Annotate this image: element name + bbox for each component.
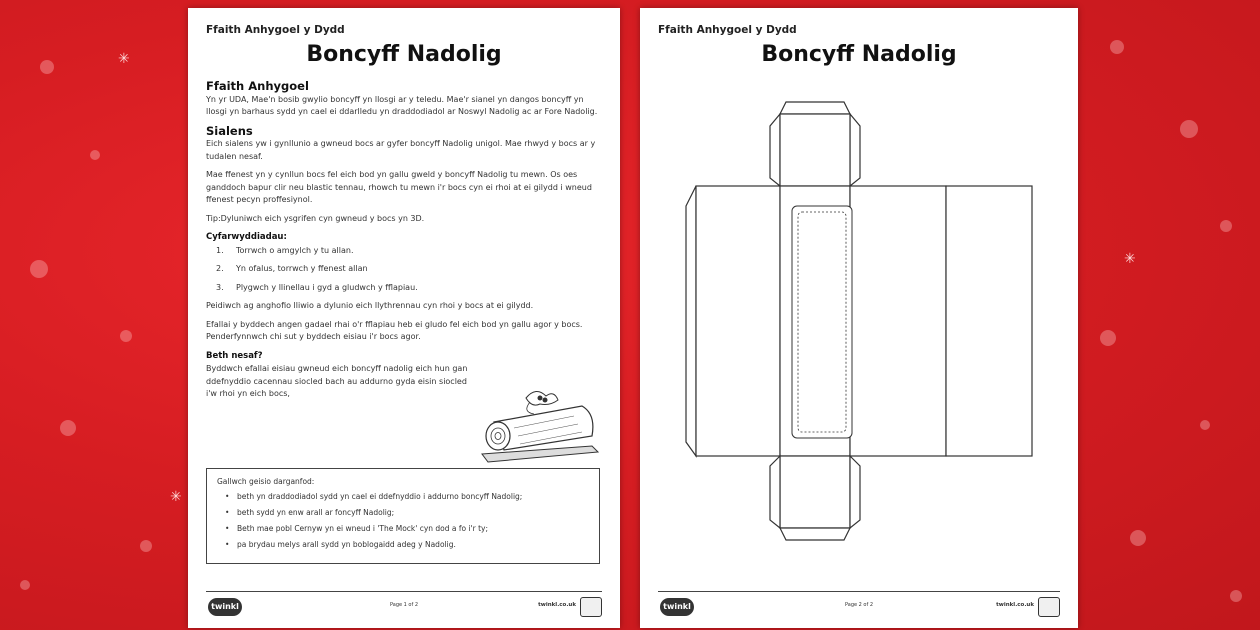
instruction-steps (206, 245, 602, 295)
bokeh-dot (1180, 120, 1198, 138)
research-box (206, 468, 600, 564)
window-outer (792, 206, 852, 438)
yule-log-illustration (474, 384, 604, 466)
page-header: Ffaith Anhygoel y Dydd (206, 24, 345, 36)
site-link[interactable]: twinkl.co.uk (538, 602, 576, 608)
page-content (206, 80, 602, 407)
research-box-title: Gallwch geisio darganfod: (217, 477, 315, 486)
list-item-text: Beth mae pobl Cernyw yn ei wneud i 'The Mock' cyn dod a fo i'r ty; (237, 524, 489, 533)
next-text: Byddwch efallai eisiau gwneud eich boncyff nadolig eich hun gan ddefnyddio cacennau siocled bach au addurno gyda eisin siocled i'w rhoi yn eich bocs, (206, 364, 468, 398)
challenge-paragraph-1: Eich sialens yw i gynllunio a gwneud bocs ar gyfer boncyff Nadolig unigol. Mae rhwyd y bocs ar y tudalen nesaf. (206, 139, 596, 161)
step-item (206, 282, 602, 295)
bokeh-dot (60, 420, 76, 436)
box-net-template (640, 88, 1078, 568)
sparkle-icon: ✳ (170, 489, 182, 505)
bullet: • (225, 492, 230, 501)
page-footer (658, 591, 1060, 620)
bottom-face (780, 456, 850, 528)
list-item-text: beth yn draddodiadol sydd yn cael ei ddefnyddio i addurno boncyff Nadolig; (237, 492, 523, 501)
bokeh-dot (40, 60, 54, 74)
top-face (780, 114, 850, 186)
page-title: Boncyff Nadolig (761, 42, 957, 67)
page-number: Page 2 of 2 (844, 602, 874, 608)
bokeh-dot (1230, 590, 1242, 602)
back-panel (946, 186, 1032, 456)
side-panel-right (850, 186, 946, 456)
challenge-heading: Sialens (206, 123, 253, 138)
bullet: • (225, 540, 230, 549)
bokeh-dot (1110, 40, 1124, 54)
step-number: 2. (216, 264, 224, 273)
note-text-2: Efallai y byddech angen gadael rhai o'r fflapiau heb ei gludo fel eich bod yn gallu agor y bocs. Penderfynnwch chi sut y byddech eisiau i'r bocs agor. (206, 319, 583, 341)
bokeh-dot (140, 540, 152, 552)
list-item (217, 540, 589, 549)
page-number: Page 1 of 2 (389, 602, 419, 608)
page-footer (206, 591, 602, 620)
twinkl-logo: twinkl (208, 598, 242, 616)
page-header: Ffaith Anhygoel y Dydd (658, 24, 797, 36)
step-item (206, 245, 602, 258)
bottom-side-flap-right (850, 456, 860, 528)
glue-flap-left (686, 186, 696, 456)
step-number: 3. (216, 282, 224, 292)
step-text: Plygwch y llinellau i gyd a gludwch y fflapiau. (236, 282, 418, 292)
bottom-side-flap-left (770, 456, 780, 528)
next-heading: Beth nesaf? (206, 350, 263, 361)
top-tab (780, 102, 850, 114)
bokeh-dot (1130, 530, 1146, 546)
list-item (217, 508, 589, 517)
bokeh-dot (30, 260, 48, 278)
bokeh-dot (120, 330, 132, 342)
bullet: • (225, 508, 230, 517)
page-title: Boncyff Nadolig (306, 42, 502, 67)
step-number: 1. (216, 245, 224, 255)
site-link[interactable]: twinkl.co.uk (996, 602, 1034, 608)
sparkle-icon: ✳ (118, 51, 130, 67)
bokeh-dot (1100, 330, 1116, 346)
sparkle-icon: ✳ (1124, 251, 1136, 267)
top-side-flap-right (850, 114, 860, 186)
step-text: Yn ofalus, torrwch y ffenest allan (236, 264, 368, 273)
bokeh-dot (20, 580, 30, 590)
step-item (206, 263, 602, 276)
bullet: • (225, 524, 230, 533)
worksheet-page-2 (640, 8, 1078, 628)
instructions-heading: Cyfarwyddiadau: (206, 232, 287, 242)
bokeh-dot (1200, 420, 1210, 430)
worksheet-page-1 (188, 8, 620, 628)
research-list (217, 492, 589, 549)
list-item-text: pa brydau melys arall sydd yn boblogaidd adeg y Nadolig. (237, 540, 456, 549)
fact-text: Yn yr UDA, Mae'n bosib gwylio boncyff yn llosgi ar y teledu. Mae'r sianel yn dangos boncyff yn llosgi yn barhaus sydd yn cael ei ddarlledu yn draddodiadol ar Noswyl Nadolig ac ar Fore Nadolig. (206, 94, 598, 116)
tip-text: Tip:Dyluniwch eich ysgrifen cyn gwneud y bocs yn 3D. (206, 213, 425, 223)
step-text: Torrwch o amgylch y tu allan. (236, 245, 354, 255)
fact-heading: Ffaith Anhygoel (206, 79, 309, 93)
badge-icon (1038, 597, 1060, 617)
bokeh-dot (90, 150, 100, 160)
list-item (217, 524, 589, 533)
challenge-paragraph-2: Mae ffenest yn y cynllun bocs fel eich bod yn gallu gweld y boncyff Nadolig tu mewn. Os oes ganddoch bapur clir neu blastic tennau, rhowch tu mewn i'r bocs cyn ei rhoi at ei gilydd i wneud ffenest pecyn proffesiynol. (206, 170, 592, 204)
bottom-tab (780, 528, 850, 540)
twinkl-logo: twinkl (660, 598, 694, 616)
list-item (217, 492, 589, 501)
bokeh-dot (1220, 220, 1232, 232)
list-item-text: beth sydd yn enw arall ar foncyff Nadolig; (237, 508, 395, 517)
note-text-1: Peidiwch ag anghofio lliwio a dylunio eich llythrennau cyn rhoi y bocs at ei gilydd. (206, 301, 534, 310)
badge-icon (580, 597, 602, 617)
top-side-flap-left (770, 114, 780, 186)
side-panel-left (696, 186, 780, 456)
